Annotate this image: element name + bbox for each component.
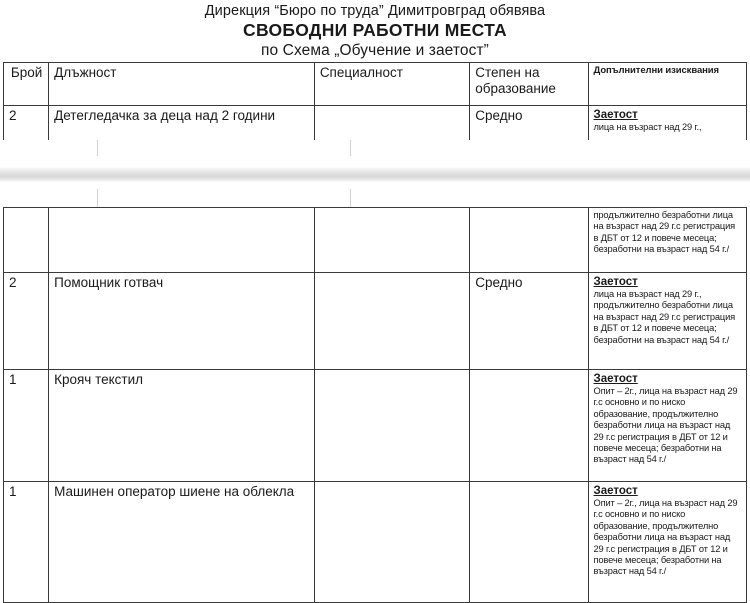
cell-specialty	[314, 273, 469, 370]
cell-count: 1	[4, 370, 49, 482]
page-break-separator	[0, 140, 750, 207]
cell-position	[49, 208, 315, 273]
cell-requirements	[588, 273, 746, 370]
column-header-specialty: Специалност	[314, 63, 469, 106]
vacancies-table-section-top	[0, 62, 747, 147]
cell-education	[470, 370, 588, 482]
document-title-block	[0, 0, 750, 61]
cell-count: 2	[4, 273, 49, 370]
requirements-text: Опит – 2г., лица на възраст над 29 г.с основно и по ниско образование, продължително безработни лица на възраст над 29 г.с регистрация в ДБТ от 12 и повече месеца; безработни на възраст над 54 г./	[593, 386, 738, 465]
page-bottom-margin	[0, 140, 750, 167]
requirements-heading: Заетост	[593, 373, 638, 385]
cell-education: Средно	[470, 106, 588, 147]
cell-requirements	[588, 370, 746, 482]
requirements-heading: Заетост	[593, 109, 638, 121]
vacancies-table-bottom	[3, 207, 747, 603]
cell-position: Крояч текстил	[49, 370, 315, 482]
table-row	[4, 208, 747, 273]
requirements-text: лица на възраст над 29 г., продължително безработни лица на възраст над 29 г.с регистрация в ДБТ от 12 и повече месеца; безработни на възраст над 54 г./	[593, 289, 736, 345]
table-row	[4, 482, 747, 603]
requirements-heading: Заетост	[593, 276, 638, 288]
table-header-row	[4, 63, 747, 106]
column-header-count: Брой	[4, 63, 49, 106]
requirements-text: продължително безработни лица на възраст над 29 г.с регистрация в ДБТ от 12 и повече месеца; безработни на възраст над 54 г./	[593, 210, 736, 255]
cell-education: Средно	[470, 273, 588, 370]
column-header-position: Длъжност	[49, 63, 315, 106]
page-guide-tick-right-lower	[350, 189, 351, 207]
vacancies-table-top	[3, 62, 747, 147]
cell-count: 1	[4, 482, 49, 603]
cell-position: Помощник готвач	[49, 273, 315, 370]
table-row	[4, 273, 747, 370]
column-header-education: Степен на образование	[470, 63, 588, 106]
page-guide-tick-right	[350, 140, 351, 156]
page-separator-bar	[0, 167, 750, 182]
cell-education	[470, 208, 588, 273]
page-subtitle-office: Дирекция “Бюро по труда” Димитровград обявява	[204, 3, 546, 19]
cell-education	[470, 482, 588, 603]
cell-specialty	[314, 370, 469, 482]
table-row	[4, 370, 747, 482]
page-top-margin	[0, 182, 750, 207]
requirements-heading: Заетост	[593, 485, 638, 497]
column-header-requirements: Допълнителни изисквания	[588, 63, 746, 106]
cell-requirements	[588, 208, 746, 273]
page-title: СВОБОДНИ РАБОТНИ МЕСТА	[243, 20, 507, 40]
requirements-text: Опит – 2г., лица на възраст над 29 г.с основно и по ниско образование, продължително безработни лица на възраст над 29 г.с регистрация в ДБТ от 12 и повече месеца; безработни на възраст над 54 г./	[593, 498, 738, 577]
page-subtitle-scheme: по Схема „Обучение и заетост”	[261, 42, 489, 59]
cell-position: Детегледачка за деца над 2 години	[49, 106, 315, 147]
requirements-text: лица на възраст над 29 г.,	[593, 122, 702, 132]
cell-position: Машинен оператор шиене на облекла	[49, 482, 315, 603]
page-guide-tick-left-lower	[97, 189, 98, 207]
cell-specialty	[314, 482, 469, 603]
vacancies-table-section-bottom	[0, 207, 747, 603]
cell-count: 2	[4, 106, 49, 147]
page-guide-tick-left	[97, 140, 98, 156]
cell-count	[4, 208, 49, 273]
cell-requirements	[588, 482, 746, 603]
cell-specialty	[314, 208, 469, 273]
